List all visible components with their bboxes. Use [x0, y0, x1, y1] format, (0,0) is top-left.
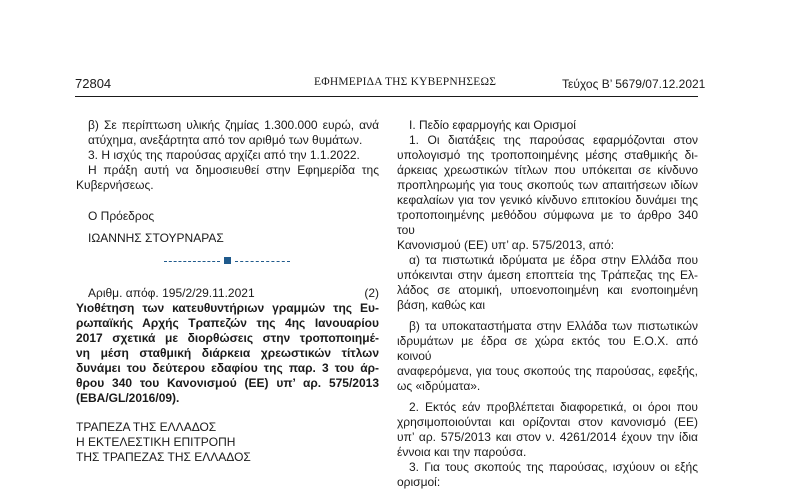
- text-line: ως «ιδρύματα».: [397, 379, 481, 393]
- separator-square-icon: [224, 257, 231, 264]
- decision-title-line: 2017 σχετικά με διορθώσεις στην τροποποιημέ-: [76, 331, 379, 345]
- text-line: α) τα πιστωτικά ιδρύματα με έδρα στην Ελλάδα που: [409, 253, 698, 267]
- decision-title-line: Υιοθέτηση των κατευθυντήριων γραμμών της Ευ-: [76, 301, 379, 315]
- text-line: τροποποιημένης μεθόδου σύμφωνα με το άρθρο 340 του: [397, 208, 698, 237]
- signature-name: ΙΩΑΝΝΗΣ ΣΤΟΥΡΝΑΡΑΣ: [88, 231, 224, 245]
- issuer-line: ΤΗΣ ΤΡΑΠΕΖΑΣ ΤΗΣ ΕΛΛΑΔΟΣ: [76, 450, 251, 464]
- text-line: υπ’ αρ. 575/2013 και στον ν. 4261/2014 έχουν την ίδια: [397, 430, 698, 444]
- text-line: προπληρωμής για τους σκοπούς των απαιτήσεων ιδίων: [397, 178, 698, 192]
- text-line: ιδρυμάτων με έδρα σε χώρα εκτός του Ε.Ο.Χ. από κοινού: [397, 334, 698, 363]
- text-line: 3. Η ισχύς της παρούσας αρχίζει από την 1.1.2022.: [88, 148, 360, 162]
- text-line: αναφερόμενα, για τους σκοπούς της παρούσας, εφεξής,: [397, 364, 698, 378]
- text-line: άρκειας χρεωστικών τίτλων που υπόκειται σε κίνδυνο: [397, 163, 698, 177]
- decision-title: [76, 301, 379, 406]
- signature-title: Ο Πρόεδρος: [88, 209, 155, 223]
- header-divider: [75, 96, 698, 97]
- text-line: 1. Οι διατάξεις της παρούσας εφαρμόζονται στον: [409, 133, 698, 147]
- text-line: Κανονισμού (ΕΕ) υπ’ αρ. 575/2013, από:: [397, 238, 615, 252]
- decision-title-line: δυνάμει του δεύτερου εδαφίου της παρ. 3 του άρ-: [76, 361, 379, 375]
- item-a: [397, 253, 698, 313]
- decision-title-line: (EBA/GL/2016/09).: [76, 391, 180, 405]
- text-line: β) Σε περίπτωση υλικής ζημίας 1.300.000 ευρώ, ανά: [88, 118, 379, 132]
- separator-line-left: [164, 261, 220, 262]
- paragraph-1: [397, 133, 698, 253]
- issuer-line: Η ΕΚΤΕΛΕΣΤΙΚΗ ΕΠΙΤΡΟΠΗ: [76, 435, 236, 449]
- text-line: έννοια και την παρούσα.: [397, 445, 527, 459]
- decision-header: [88, 286, 379, 301]
- text-line: λάδος σε ατομική, υποενοποιημένη και ενοποιημένη: [397, 283, 698, 297]
- text-line: ορισμοί:: [397, 475, 441, 489]
- text-line: υπόκεινται στην άμεση εποπτεία της Τράπεζας της Ελ-: [397, 268, 698, 282]
- item-b: [397, 319, 698, 394]
- paragraph-3: [397, 460, 698, 490]
- decision-title-line: θρου 340 του Κανονισμού (ΕΕ) υπ’ αρ. 575/2013: [76, 376, 379, 390]
- text-line: 3. Για τους σκοπούς της παρούσας, ισχύουν οι εξής: [409, 460, 698, 474]
- separator-line-right: [235, 261, 290, 262]
- paragraph-2: [397, 400, 698, 460]
- text-line: χρησιμοποιούνται και ορίζονται στον κανονισμό (ΕΕ): [397, 415, 698, 429]
- page-number: 72804: [75, 76, 112, 91]
- text-line: Η πράξη αυτή να δημοσιευθεί στην Εφημερίδα της: [88, 163, 379, 177]
- decision-number: Αριθμ. απόφ. 195/2/29.11.2021: [88, 286, 255, 300]
- issuer-block: [76, 420, 379, 465]
- text-line: ατύχημα, ανεξάρτητα από τον αριθμό των θυμάτων.: [88, 133, 363, 147]
- decision-index: (2): [364, 286, 379, 300]
- text-line: υπολογισμό της τροποποιημένης μέσης σταθμικής δι-: [397, 148, 698, 162]
- decision-title-line: νη μέση σταθμική διάρκεια χρεωστικών τίτλων: [76, 346, 379, 360]
- text-line: κεφαλαίων για τον γενικό κίνδυνο επιτοκίου δυνάμει της: [397, 193, 698, 207]
- text-line: Κυβερνήσεως.: [76, 178, 154, 192]
- section-separator: [164, 256, 290, 266]
- gazette-title: ΕΦΗΜΕΡΙΔΑ ΤΗΣ ΚΥΒΕΡΝΗΣΕΩΣ: [314, 76, 497, 88]
- text-line: 2. Εκτός εάν προβλέπεται διαφορετικά, οι όροι που: [409, 400, 698, 414]
- left-column: [76, 118, 379, 465]
- issuer-line: ΤΡΑΠΕΖΑ ΤΗΣ ΕΛΛΑΔΟΣ: [76, 420, 217, 434]
- decision-title-line: ρωπαϊκής Αρχής Τραπεζών της 4ης Ιανουαρίου: [76, 316, 379, 330]
- right-column: [397, 118, 698, 490]
- section-heading: Ι. Πεδίο εφαρμογής και Ορισμοί: [409, 118, 576, 132]
- text-line: βάση, καθώς και: [397, 298, 485, 312]
- text-line: β) τα υποκαταστήματα στην Ελλάδα των πιστωτικών: [409, 319, 698, 333]
- issue-info: Τεύχος B’ 5679/07.12.2021: [562, 77, 706, 91]
